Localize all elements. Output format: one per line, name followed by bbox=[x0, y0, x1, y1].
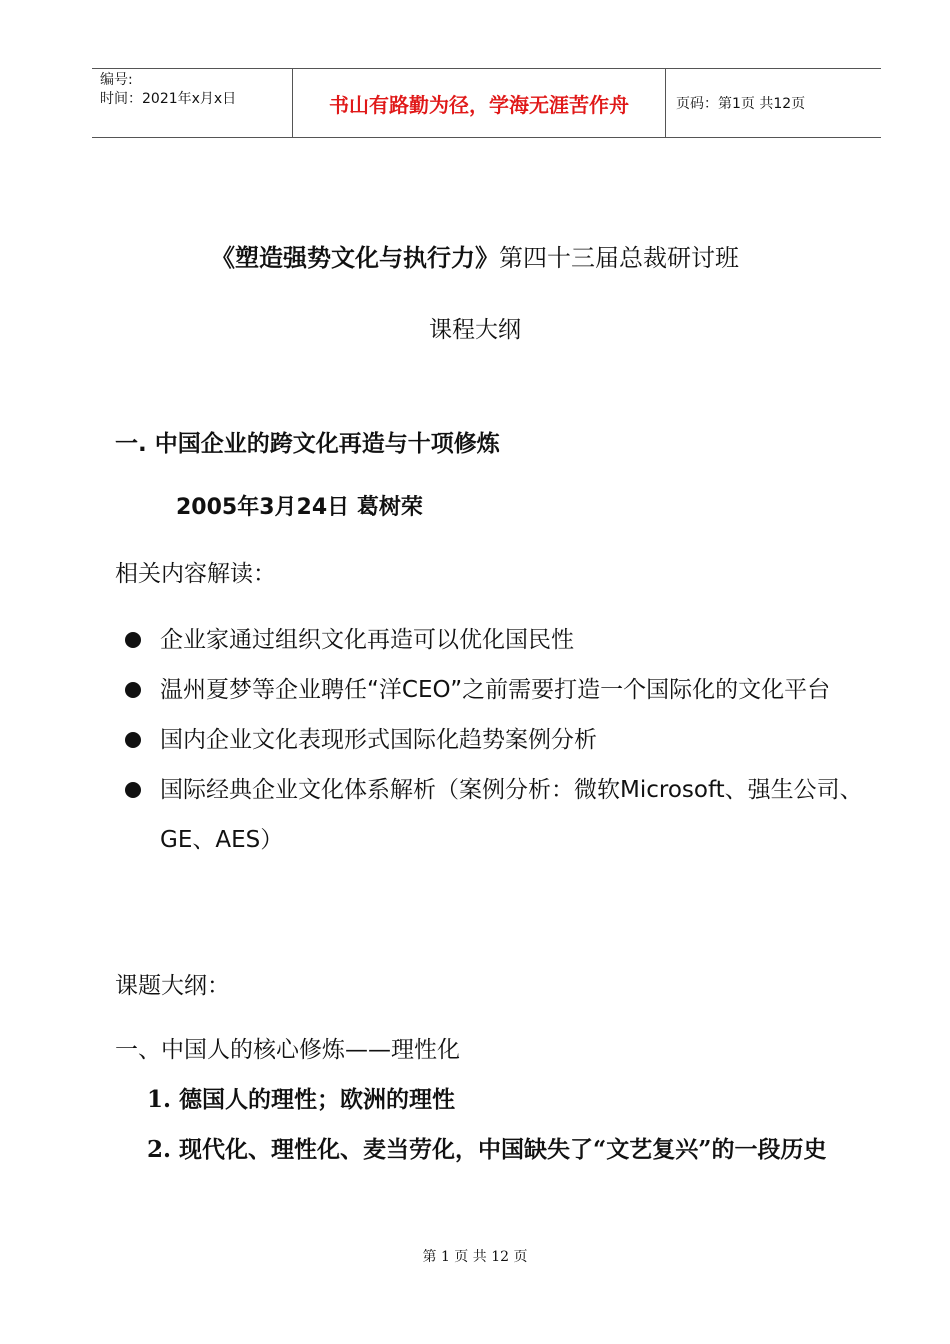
page-footer: 第 1 页 共 12 页 bbox=[422, 1249, 528, 1265]
outline-items bbox=[147, 1075, 867, 1175]
list-item bbox=[120, 615, 865, 665]
bullet-text: 企业家通过组织文化再造可以优化国民性 bbox=[160, 627, 574, 653]
document-subtitle: 课程大纲 bbox=[429, 317, 521, 343]
date-speaker: 2005年3月24日 葛树荣 bbox=[176, 495, 423, 520]
header-meta bbox=[92, 69, 293, 137]
bullet-text: 国际经典企业文化体系解析（案例分析：微软Microsoft、强生公司、GE、AES） bbox=[160, 777, 863, 853]
bullet-text: 国内企业文化表现形式国际化趋势案例分析 bbox=[160, 727, 597, 753]
title-rest: 第四十三届总裁研讨班 bbox=[499, 244, 739, 272]
page-header bbox=[92, 68, 881, 138]
header-motto: 书山有路勤为径，学海无涯苦作舟 bbox=[293, 69, 666, 137]
related-label: 相关内容解读： bbox=[115, 561, 276, 587]
outline-label: 课题大纲： bbox=[115, 973, 230, 999]
time-label: 时间：2021年x月x日 bbox=[100, 91, 237, 107]
list-item: 1. 德国人的理性；欧洲的理性 bbox=[147, 1086, 456, 1113]
number-label: 编号: bbox=[100, 72, 133, 88]
bullet-icon bbox=[125, 782, 141, 798]
bullet-icon bbox=[125, 732, 141, 748]
list-item bbox=[120, 665, 865, 715]
title-bold: 《塑造强势文化与执行力》 bbox=[211, 244, 499, 272]
bullet-text: 温州夏梦等企业聘任“洋CEO”之前需要打造一个国际化的文化平台 bbox=[160, 677, 831, 703]
list-item: 2. 现代化、理性化、麦当劳化，中国缺失了“文艺复兴”的一段历史 bbox=[147, 1136, 827, 1163]
header-page-number: 页码：第1页 共12页 bbox=[676, 96, 806, 112]
bullet-icon bbox=[125, 682, 141, 698]
document-title bbox=[0, 240, 950, 276]
list-item bbox=[120, 715, 865, 765]
section-heading: 一. 中国企业的跨文化再造与十项修炼 bbox=[115, 431, 500, 457]
list-item bbox=[120, 765, 865, 865]
chapter-heading: 一、中国人的核心修炼——理性化 bbox=[115, 1037, 460, 1063]
bullet-list bbox=[120, 615, 865, 865]
bullet-icon bbox=[125, 632, 141, 648]
